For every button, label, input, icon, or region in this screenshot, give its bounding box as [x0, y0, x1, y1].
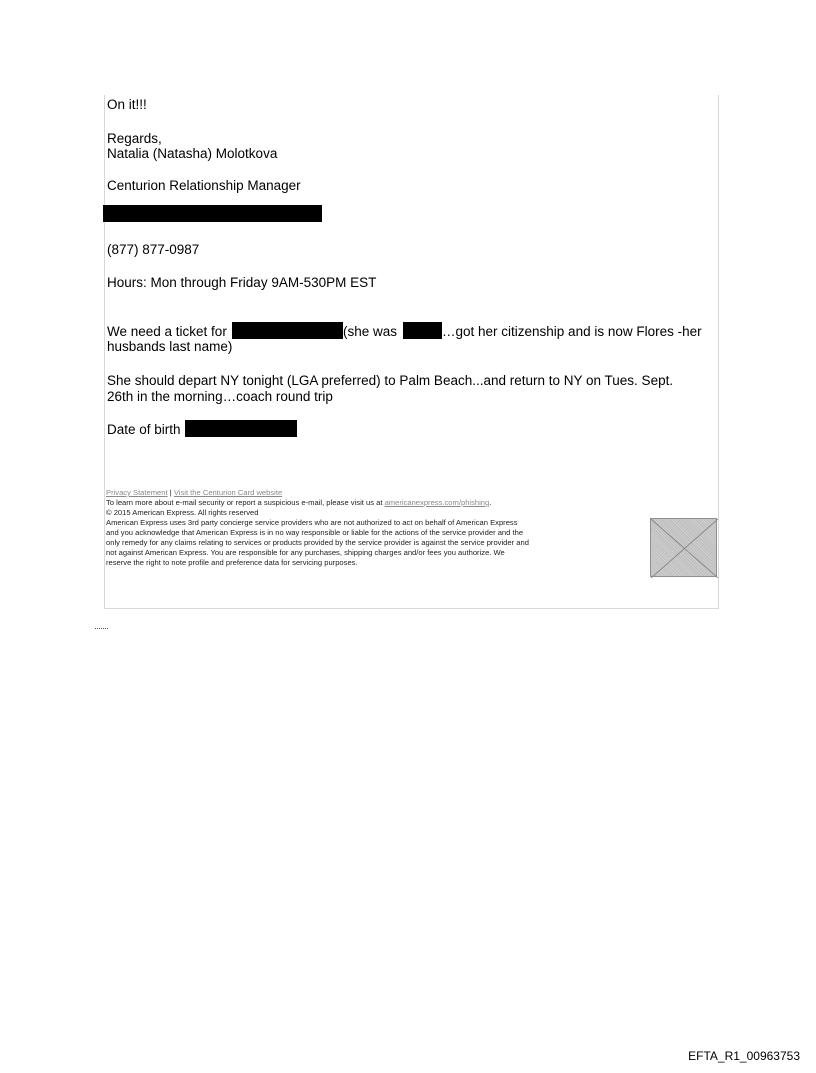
redacted-name: [232, 322, 343, 339]
sender-title: Centurion Relationship Manager: [107, 178, 301, 193]
redacted-email: [103, 205, 322, 222]
travel-line-2: 26th in the morning…coach round trip: [107, 389, 333, 404]
travel-line-1: She should depart NY tonight (LGA preferred) to Palm Beach...and return to NY on Tues. Sept.: [107, 373, 674, 388]
disclaimer-line: not against American Express. You are responsible for any purchases, shipping charges and/or fees you authorize. We: [106, 548, 505, 557]
security-text: To learn more about e-mail security or report a suspicious e-mail, please visit us at: [106, 498, 383, 507]
footer-links: [106, 488, 282, 498]
broken-image-icon: [650, 518, 717, 577]
request-line-2: husbands last name): [107, 339, 233, 354]
page-mark: [95, 622, 108, 629]
document-id: EFTA_R1_00963753: [688, 1049, 800, 1063]
dob-label: Date of birth: [107, 422, 181, 437]
phishing-link[interactable]: americanexpress.com/phishing: [384, 498, 490, 507]
centurion-site-link[interactable]: Visit the Centurion Card website: [173, 488, 283, 497]
sender-name: Natalia (Natasha) Molotkova: [107, 146, 278, 161]
request-line-1a: We need a ticket for: [107, 324, 227, 339]
redacted-dob: [185, 420, 297, 437]
security-notice: [106, 498, 491, 508]
disclaimer-line: American Express uses 3rd party concierge service providers who are not authorized to act on behalf of American Express: [106, 518, 518, 527]
disclaimer-line: only remedy for any claims relating to services or products provided by the service provider is against the service provider and: [106, 538, 529, 547]
disclaimer-line: and you acknowledge that American Express is in no way responsible or liable for the actions of the service provider and the: [106, 528, 524, 537]
link-separator: |: [169, 488, 172, 497]
copyright: © 2015 American Express. All rights reserved: [106, 508, 259, 517]
security-period: .: [489, 498, 492, 507]
phone-number: (877) 877-0987: [107, 242, 200, 257]
hours-line: Hours: Mon through Friday 9AM-530PM EST: [107, 275, 377, 290]
disclaimer-line: reserve the right to note profile and preference data for servicing purposes.: [106, 558, 358, 567]
regards-line: Regards,: [107, 131, 162, 146]
request-line-1b: (she was: [343, 324, 398, 339]
privacy-statement-link[interactable]: Privacy Statement: [106, 488, 168, 497]
redacted-maiden-name: [403, 322, 442, 339]
opening-line: On it!!!: [107, 97, 147, 112]
request-line-1c: …got her citizenship and is now Flores -her: [442, 324, 702, 339]
